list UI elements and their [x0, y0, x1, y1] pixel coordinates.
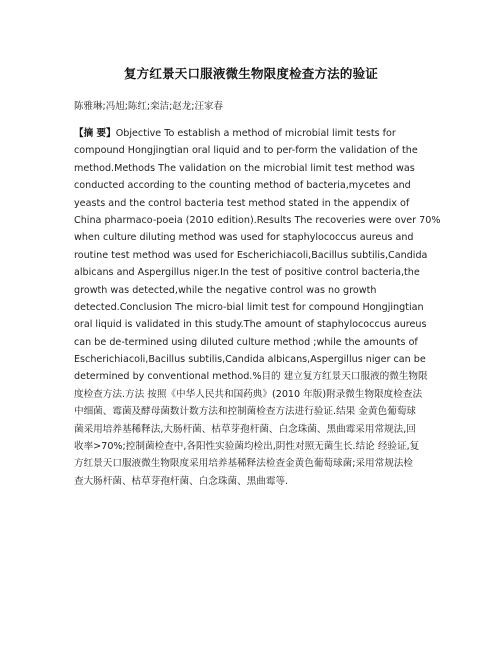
abstract-line: detected.Conclusion The micro-bial limit test for compound Hongjingtian: [74, 301, 424, 313]
abstract-line: growth was detected,while the negative control was no growth: [74, 284, 377, 296]
abstract: [74, 125, 441, 490]
abstract-label: 【摘 要】: [74, 128, 116, 139]
abstract-line: 查大肠杆菌、枯草芽孢杆菌、白念珠菌、黑曲霉等.: [74, 475, 289, 487]
document-title: 复方红景天口服液微生物限度检查方法的验证: [123, 66, 378, 81]
abstract-line: 中细菌、霉菌及酵母菌数计数方法和控制菌检查方法进行验证.结果 金黄色葡萄球: [74, 406, 416, 418]
abstract-line: when culture diluting method was used for staphylococcus aureus and: [74, 232, 414, 244]
abstract-line: China pharmaco-poeia (2010 edition).Results The recoveries were over 70%: [74, 214, 441, 226]
abstract-line: routine test method was used for Escherichiacoli,Bacillus subtilis,Candida: [74, 249, 428, 261]
abstract-line: [74, 125, 434, 142]
abstract-line: conducted according to the counting method of bacteria,mycetes and: [74, 180, 411, 192]
abstract-line: yeasts and the control bacteria test method stated in the appendix of: [74, 197, 410, 209]
abstract-line: determined by conventional method.%目的 建立复方红景天口服液的微生物限: [74, 371, 428, 383]
abstract-line: 方红景天口服液微生物限度采用培养基稀释法检查金黄色葡萄球菌;采用常规法检: [74, 458, 414, 470]
abstract-line: oral liquid is validated in this study.The amount of staphylococcus aureus: [74, 319, 427, 331]
abstract-line: compound Hongjingtian oral liquid and to per-form the validation of the: [74, 145, 418, 157]
abstract-text: Objective To establish a method of microbial limit tests for: [115, 128, 396, 139]
abstract-line: method.Methods The validation on the microbial limit test method was: [74, 162, 415, 174]
abstract-line: 度检查方法.方法 按照《中华人民共和国药典》(2010 年版)附录微生物限度检查法: [74, 388, 423, 400]
author-list: 陈雅琳;冯旭;陈红;栾洁;赵龙;汪家春: [74, 101, 224, 112]
abstract-line: 收率>70%;控制菌检查中,各阳性实验菌均检出,阴性对照无菌生长.结论 经验证,复: [74, 441, 420, 453]
abstract-line: Escherichiacoli,Bacillus subtilis,Candida albicans,Aspergillus niger can be: [74, 354, 426, 366]
abstract-line: 菌采用培养基稀释法,大肠杆菌、枯草芽孢杆菌、白念珠菌、黑曲霉采用常规法,回: [74, 423, 416, 435]
abstract-line: can be de-termined using diluted culture method ;while the amounts of: [74, 336, 418, 348]
abstract-line: albicans and Aspergillus niger.In the test of positive control bacteria,the: [74, 267, 420, 279]
